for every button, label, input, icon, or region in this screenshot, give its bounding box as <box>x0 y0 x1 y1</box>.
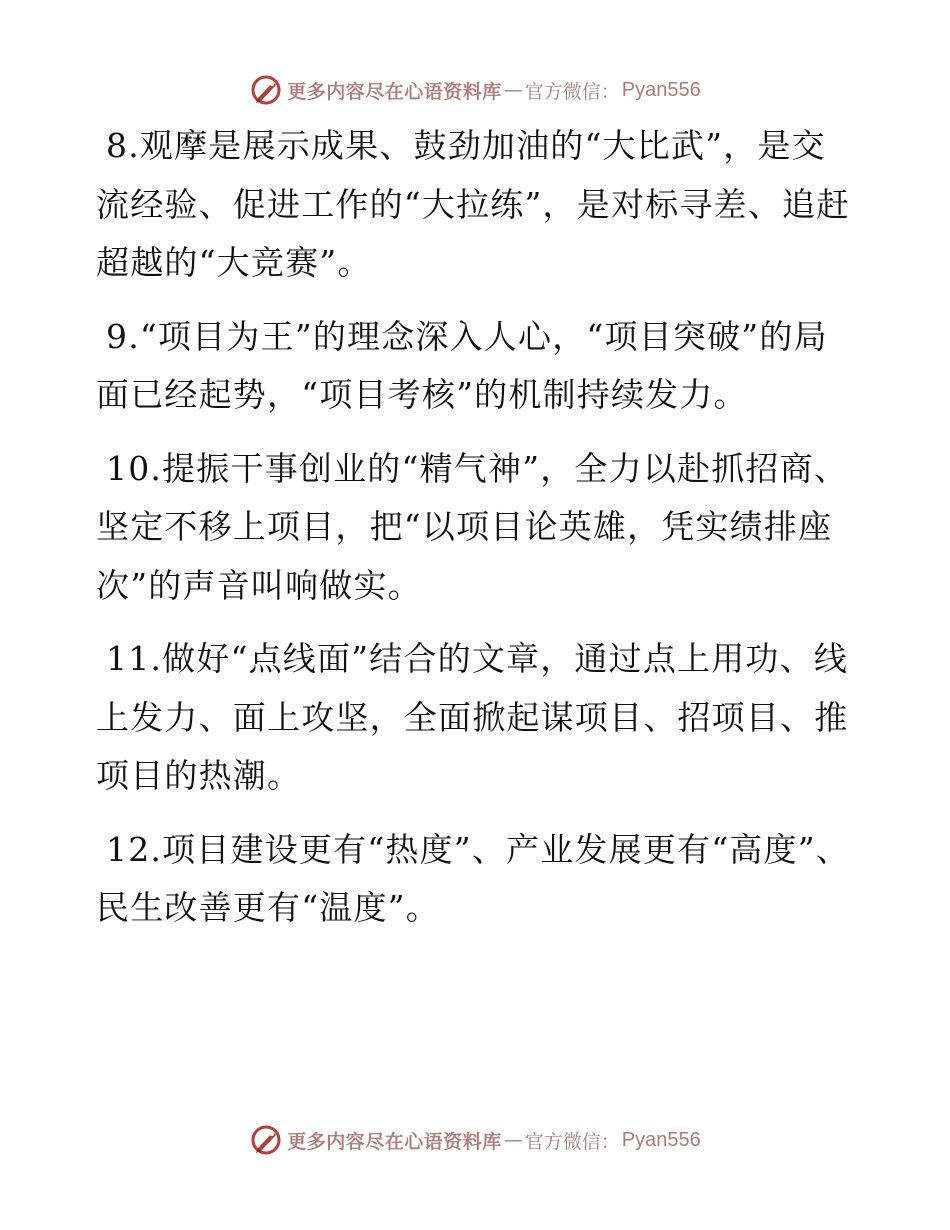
pen-circle-logo-icon <box>249 1123 283 1157</box>
paragraph-item <box>96 308 858 425</box>
paragraph-text: 提振干事创业的“精气神”，全力以赴抓招商、坚定不移上项目，把“以项目论英雄，凭实绩排座次”的声音叫响做实。 <box>96 448 849 605</box>
header-dash: — <box>503 79 523 101</box>
paragraph-item <box>96 630 858 806</box>
pen-circle-logo-icon <box>249 73 283 107</box>
paragraph-number: 12. <box>106 829 163 869</box>
header-brand-text: 更多内容尽在心语资料库 <box>287 80 502 103</box>
paragraph-text: 做好“点线面”结合的文章，通过点上用功、线上发力、面上攻坚，全面掀起谋项目、招项目、推项目的热潮。 <box>96 639 849 795</box>
header-wechat-id: Pyan556 <box>621 78 701 101</box>
footer-wechat-id: Pyan556 <box>621 1128 701 1151</box>
paragraph-item <box>96 440 858 616</box>
header-wechat-label: 官方微信： <box>524 80 620 103</box>
paragraph-number: 8. <box>106 126 140 165</box>
footer-dash: — <box>503 1129 523 1151</box>
paragraph-text: 项目建设更有“热度”、产业发展更有“高度”、民生改善更有“温度”。 <box>96 829 850 927</box>
paragraph-number: 9. <box>106 316 140 356</box>
paragraph-item <box>96 821 858 938</box>
paragraph-item <box>96 117 858 293</box>
document-body <box>96 117 858 953</box>
footer-wechat-label: 官方微信： <box>524 1130 620 1153</box>
header-watermark-banner <box>0 70 950 110</box>
footer-watermark-banner <box>0 1120 950 1160</box>
paragraph-number: 10. <box>106 448 163 488</box>
paragraph-text: “项目为王”的理念深入人心，“项目突破”的局面已经起势，“项目考核”的机制持续发力。 <box>96 316 828 414</box>
paragraph-text: 观摩是展示成果、鼓劲加油的“大比武”，是交流经验、促进工作的“大拉练”，是对标寻差、追赶超越的“大竞赛”。 <box>96 126 851 282</box>
footer-brand-text: 更多内容尽在心语资料库 <box>287 1130 502 1153</box>
paragraph-number: 11. <box>106 639 163 678</box>
